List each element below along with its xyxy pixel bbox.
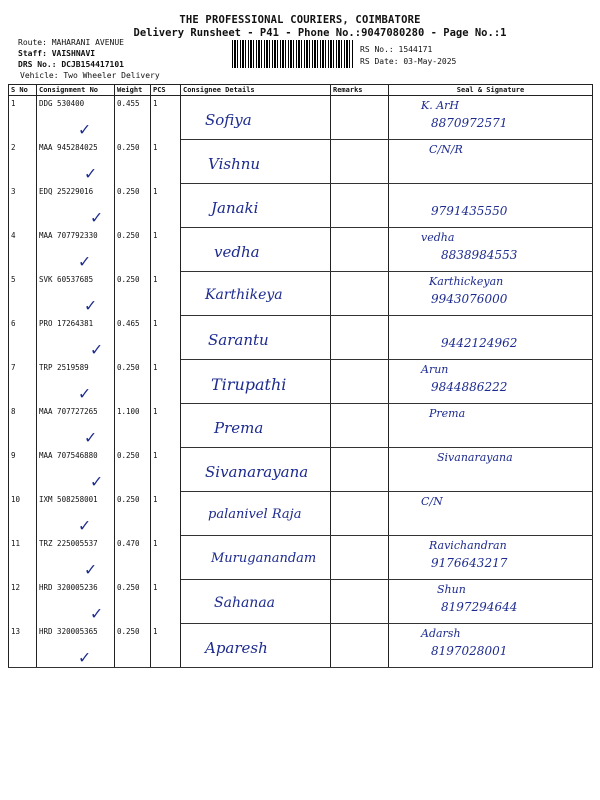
handwritten-phone: 8197028001 <box>431 644 508 658</box>
check-mark-icon: ✓ <box>79 646 90 668</box>
cell-consignee <box>181 228 331 272</box>
table-row <box>9 272 593 316</box>
check-mark-icon: ✓ <box>85 162 96 184</box>
cell-pcs: 1 <box>151 360 181 404</box>
check-mark-icon: ✓ <box>79 514 90 536</box>
cell-weight: 0.250 <box>115 140 151 184</box>
staff-label: Staff: <box>18 49 47 58</box>
cell-remarks <box>331 184 389 228</box>
check-mark-icon: ✓ <box>79 250 90 272</box>
cell-sno: 11 <box>9 536 37 580</box>
cell-consignee <box>181 536 331 580</box>
table-row <box>9 96 593 140</box>
cell-seal <box>389 316 593 360</box>
check-mark-icon: ✓ <box>79 382 90 404</box>
table-header-row <box>9 85 593 96</box>
cell-sno: 6 <box>9 316 37 360</box>
cell-consignment <box>37 624 115 668</box>
cell-pcs: 1 <box>151 96 181 140</box>
cell-sno: 3 <box>9 184 37 228</box>
company-title: THE PROFESSIONAL COURIERS, COIMBATORE <box>179 14 421 26</box>
consignment-number: SVK 60537685 <box>39 274 94 284</box>
rs-no-value: 1544171 <box>398 45 433 54</box>
cell-pcs: 1 <box>151 272 181 316</box>
col-pcs: PCS <box>151 85 181 96</box>
cell-seal <box>389 536 593 580</box>
cell-seal <box>389 404 593 448</box>
cell-pcs: 1 <box>151 536 181 580</box>
handwritten-signature: Karthickeyan <box>429 275 504 288</box>
cell-consignment <box>37 448 115 492</box>
cell-pcs: 1 <box>151 404 181 448</box>
cell-consignee <box>181 448 331 492</box>
cell-weight: 0.250 <box>115 624 151 668</box>
table-row <box>9 140 593 184</box>
cell-consignee <box>181 360 331 404</box>
cell-seal <box>389 140 593 184</box>
cell-consignment <box>37 404 115 448</box>
cell-consignment <box>37 228 115 272</box>
cell-remarks <box>331 580 389 624</box>
cell-seal <box>389 228 593 272</box>
check-mark-icon: ✓ <box>91 206 102 228</box>
handwritten-phone: 9943076000 <box>431 292 508 306</box>
cell-remarks <box>331 272 389 316</box>
consignment-number: TRP 2519589 <box>39 362 89 372</box>
cell-pcs: 1 <box>151 316 181 360</box>
cell-consignee <box>181 184 331 228</box>
handwritten-receiver-name: Aparesh <box>205 639 268 657</box>
cell-consignment <box>37 96 115 140</box>
cell-seal <box>389 184 593 228</box>
cell-consignee <box>181 624 331 668</box>
handwritten-receiver-name: Janaki <box>211 199 259 217</box>
consignment-number: PRO 17264381 <box>39 318 94 328</box>
check-mark-icon: ✓ <box>79 119 90 140</box>
consignment-number: MAA 945284025 <box>39 142 98 152</box>
drs-line <box>18 60 124 69</box>
handwritten-signature: Arun <box>421 363 449 376</box>
cell-weight: 0.250 <box>115 360 151 404</box>
runsheet-subtitle: Delivery Runsheet - P41 - Phone No.:9047080280 - Page No.:1 <box>133 27 507 39</box>
cell-pcs: 1 <box>151 228 181 272</box>
cell-consignee <box>181 492 331 536</box>
check-mark-icon: ✓ <box>91 602 102 624</box>
col-consignment: Consignment No <box>37 85 115 96</box>
check-mark-icon: ✓ <box>91 338 102 360</box>
col-weight: Weight <box>115 85 151 96</box>
handwritten-signature: Ravichandran <box>429 539 507 552</box>
check-mark-icon: ✓ <box>85 294 96 316</box>
handwritten-signature: C/N <box>421 495 443 508</box>
handwritten-phone: 8838984553 <box>441 248 518 262</box>
handwritten-phone: 9442124962 <box>441 336 518 350</box>
cell-consignment <box>37 492 115 536</box>
consignment-number: DDG 530400 <box>39 99 85 108</box>
handwritten-signature: Shun <box>437 583 466 596</box>
table-row <box>9 404 593 448</box>
check-mark-icon: ✓ <box>85 426 96 448</box>
handwritten-phone: 9844886222 <box>431 380 508 394</box>
cell-remarks <box>331 492 389 536</box>
cell-weight: 0.250 <box>115 272 151 316</box>
cell-consignment <box>37 272 115 316</box>
handwritten-receiver-name: Prema <box>214 419 264 437</box>
drs-value: DCJB154417101 <box>61 60 124 69</box>
handwritten-receiver-name: palanivel Raja <box>208 507 302 522</box>
handwritten-signature: Adarsh <box>421 627 461 640</box>
rs-date-label: RS Date: <box>360 57 399 66</box>
consignment-number: EDQ 25229016 <box>39 186 94 196</box>
cell-remarks <box>331 228 389 272</box>
cell-remarks <box>331 536 389 580</box>
cell-weight: 0.250 <box>115 228 151 272</box>
handwritten-receiver-name: Sivanarayana <box>205 463 309 481</box>
consignment-number: TRZ 225005537 <box>39 538 98 548</box>
col-sno: S No <box>9 85 37 96</box>
cell-consignee <box>181 140 331 184</box>
cell-remarks <box>331 624 389 668</box>
consignment-number: HRD 320005236 <box>39 582 98 592</box>
cell-consignment <box>37 140 115 184</box>
handwritten-phone: 9176643217 <box>431 556 508 570</box>
cell-sno: 1 <box>9 96 37 140</box>
staff-line <box>18 49 95 58</box>
table-row <box>9 184 593 228</box>
route-value: MAHARANI AVENUE <box>51 38 124 47</box>
table-row <box>9 580 593 624</box>
cell-remarks <box>331 404 389 448</box>
cell-pcs: 1 <box>151 184 181 228</box>
cell-sno: 9 <box>9 448 37 492</box>
handwritten-receiver-name: Vishnu <box>208 155 261 173</box>
handwritten-receiver-name: vedha <box>214 243 260 261</box>
handwritten-receiver-name: Sarantu <box>208 331 269 349</box>
cell-consignee <box>181 96 331 140</box>
cell-sno: 5 <box>9 272 37 316</box>
table-row <box>9 536 593 580</box>
cell-weight: 0.250 <box>115 492 151 536</box>
cell-remarks <box>331 448 389 492</box>
table-row <box>9 492 593 536</box>
barcode-image <box>232 40 354 68</box>
handwritten-signature: Sivanarayana <box>437 451 513 464</box>
runsheet-table <box>8 84 593 668</box>
cell-weight: 0.250 <box>115 580 151 624</box>
rs-date-line <box>360 57 456 66</box>
handwritten-receiver-name: Tirupathi <box>211 375 287 394</box>
consignment-number: MAA 707727265 <box>39 406 98 416</box>
cell-pcs: 1 <box>151 580 181 624</box>
cell-weight: 0.465 <box>115 316 151 360</box>
cell-consignment <box>37 360 115 404</box>
handwritten-signature: C/N/R <box>429 143 463 156</box>
cell-consignment <box>37 316 115 360</box>
cell-sno: 2 <box>9 140 37 184</box>
cell-consignment <box>37 536 115 580</box>
table-row <box>9 624 593 668</box>
table-row <box>9 228 593 272</box>
cell-seal <box>389 272 593 316</box>
cell-remarks <box>331 316 389 360</box>
handwritten-receiver-name: Sahanaa <box>214 595 276 611</box>
consignment-number: IXM 508258001 <box>39 494 98 504</box>
col-seal: Seal & Signature <box>389 85 593 96</box>
cell-remarks <box>331 96 389 140</box>
cell-remarks <box>331 360 389 404</box>
cell-pcs: 1 <box>151 140 181 184</box>
col-consignee: Consignee Details <box>181 85 331 96</box>
cell-pcs: 1 <box>151 624 181 668</box>
cell-seal <box>389 624 593 668</box>
handwritten-receiver-name: Muruganandam <box>211 551 317 566</box>
handwritten-receiver-name: Sofiya <box>205 111 252 129</box>
cell-weight: 1.100 <box>115 404 151 448</box>
drs-label: DRS No.: <box>18 60 57 69</box>
cell-consignee <box>181 316 331 360</box>
table-row <box>9 316 593 360</box>
handwritten-phone: 9791435550 <box>431 204 508 218</box>
handwritten-phone: 8197294644 <box>441 600 518 614</box>
cell-weight: 0.455 <box>115 96 151 140</box>
cell-consignment <box>37 580 115 624</box>
cell-consignee <box>181 404 331 448</box>
consignment-number: HRD 320005365 <box>39 626 98 636</box>
rs-no-label: RS No.: <box>360 45 394 54</box>
consignment-number: MAA 707546880 <box>39 450 98 460</box>
cell-pcs: 1 <box>151 492 181 536</box>
rs-no-line <box>360 45 432 54</box>
cell-seal <box>389 448 593 492</box>
rs-date-value: 03-May-2025 <box>403 57 457 66</box>
cell-sno: 4 <box>9 228 37 272</box>
staff-value: VAISHNAVI <box>51 49 96 58</box>
vehicle-line: Vehicle: Two Wheeler Delivery <box>20 71 160 80</box>
table-row <box>9 360 593 404</box>
cell-consignee <box>181 580 331 624</box>
cell-seal <box>389 580 593 624</box>
cell-seal <box>389 96 593 140</box>
handwritten-phone: 8870972571 <box>431 116 508 130</box>
route-line <box>18 38 124 47</box>
cell-consignment <box>37 184 115 228</box>
handwritten-signature: Prema <box>429 407 466 420</box>
cell-sno: 10 <box>9 492 37 536</box>
route-label: Route: <box>18 38 47 47</box>
handwritten-receiver-name: Karthikeya <box>205 287 283 303</box>
handwritten-signature: vedha <box>421 231 455 244</box>
cell-sno: 8 <box>9 404 37 448</box>
cell-seal <box>389 360 593 404</box>
cell-sno: 13 <box>9 624 37 668</box>
table-row <box>9 448 593 492</box>
cell-consignee <box>181 272 331 316</box>
col-remarks: Remarks <box>331 85 389 96</box>
handwritten-signature: K. ArH <box>421 99 460 112</box>
cell-pcs: 1 <box>151 448 181 492</box>
cell-seal <box>389 492 593 536</box>
cell-weight: 0.250 <box>115 184 151 228</box>
cell-weight: 0.250 <box>115 448 151 492</box>
check-mark-icon: ✓ <box>91 470 102 492</box>
cell-remarks <box>331 140 389 184</box>
cell-weight: 0.470 <box>115 536 151 580</box>
cell-sno: 12 <box>9 580 37 624</box>
cell-sno: 7 <box>9 360 37 404</box>
consignment-number: MAA 707792330 <box>39 230 98 240</box>
check-mark-icon: ✓ <box>85 558 96 580</box>
